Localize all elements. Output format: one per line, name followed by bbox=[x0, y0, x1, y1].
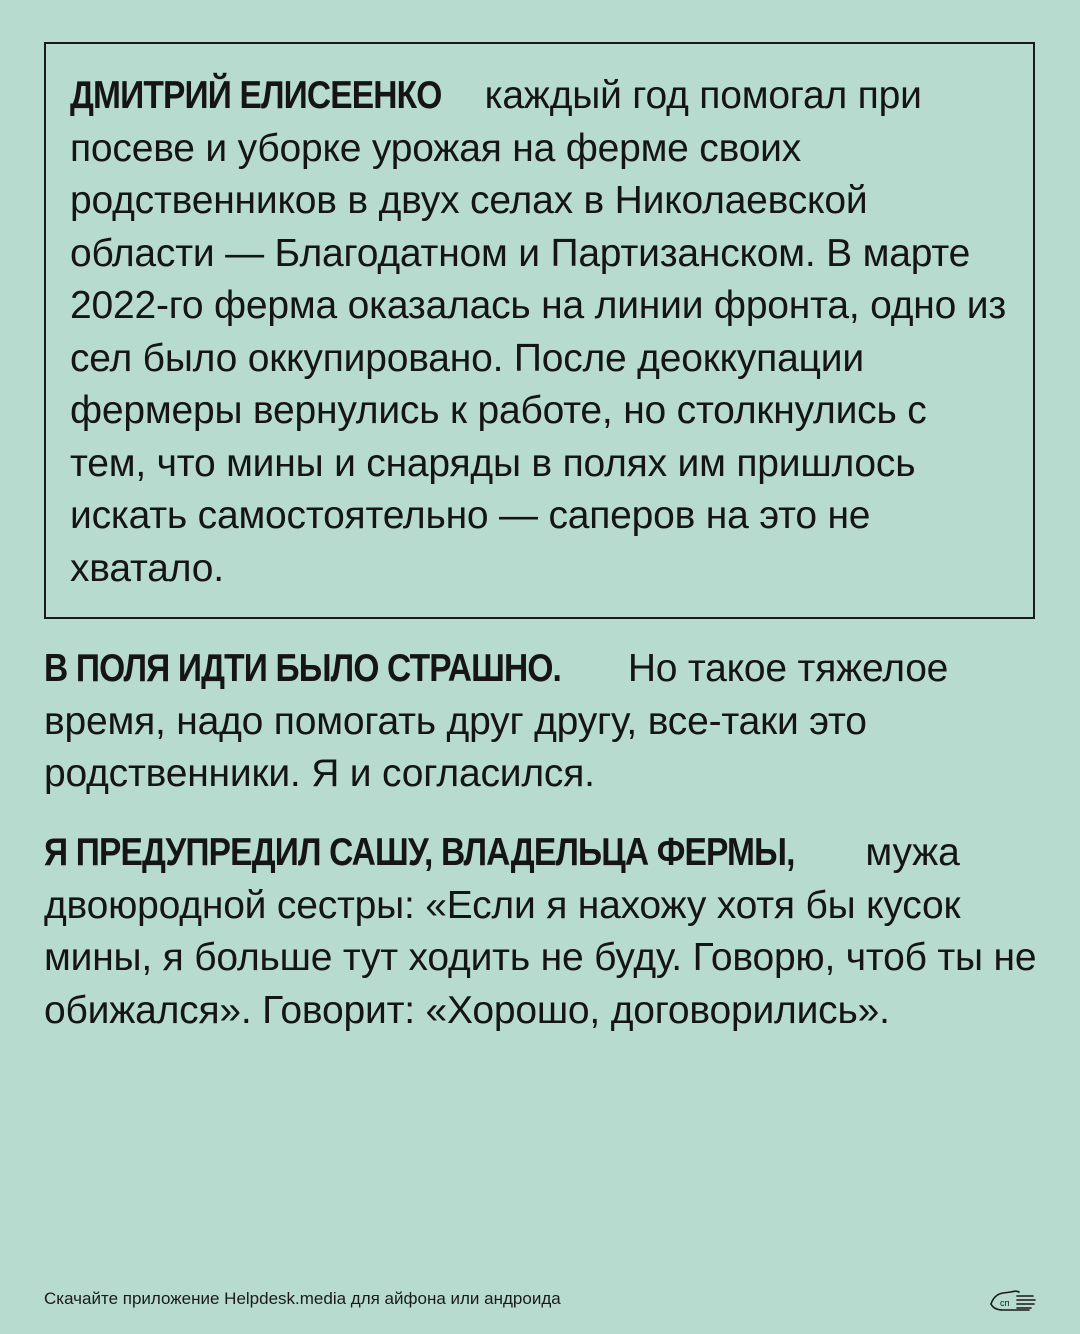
paragraph-1-text: Но такое тяжелое время, надо помогать друг другу, все-таки это родственники. Я и согласился. bbox=[44, 647, 949, 795]
intro-text: каждый год помогал при посеве и уборке урожая на ферме своих родственников в двух селах в Николаевской области — Благодатном и Партизанском. В марте 2022-го ферма оказалась на линии фронта, одно из сел было оккупировано. После деоккупации фермеры вернулись к работе, но столкнулись с тем, что мины и снаряды в полях им пришлось искать самостоятельно — саперов на это не хватало. bbox=[70, 74, 1007, 590]
quote-paragraph-2 bbox=[44, 827, 1039, 1037]
svg-text:сп: сп bbox=[1000, 1298, 1010, 1308]
quote-paragraph-1 bbox=[44, 643, 1039, 801]
paragraph-2-lead: Я ПРЕДУПРЕДИЛ САШУ, ВЛАДЕЛЬЦА ФЕРМЫ, bbox=[44, 831, 795, 874]
paragraph-2-text: мужа двоюродной сестры: «Если я нахожу хотя бы кусок мины, я больше тут ходить не буду. Говорю, чтоб ты не обижался». Говорит: «Хорошо, договорились». bbox=[44, 831, 1037, 1032]
intro-box bbox=[44, 42, 1035, 619]
paragraph-1-lead: В ПОЛЯ ИДТИ БЫЛО СТРАШНО. bbox=[44, 647, 562, 690]
app-download-link[interactable]: Скачайте приложение Helpdesk.media для айфона или андроида bbox=[44, 1289, 561, 1308]
hand-logo-icon bbox=[987, 1284, 1037, 1314]
intro-paragraph bbox=[70, 70, 1009, 595]
intro-lead: ДМИТРИЙ ЕЛИСЕЕНКО bbox=[70, 74, 442, 117]
